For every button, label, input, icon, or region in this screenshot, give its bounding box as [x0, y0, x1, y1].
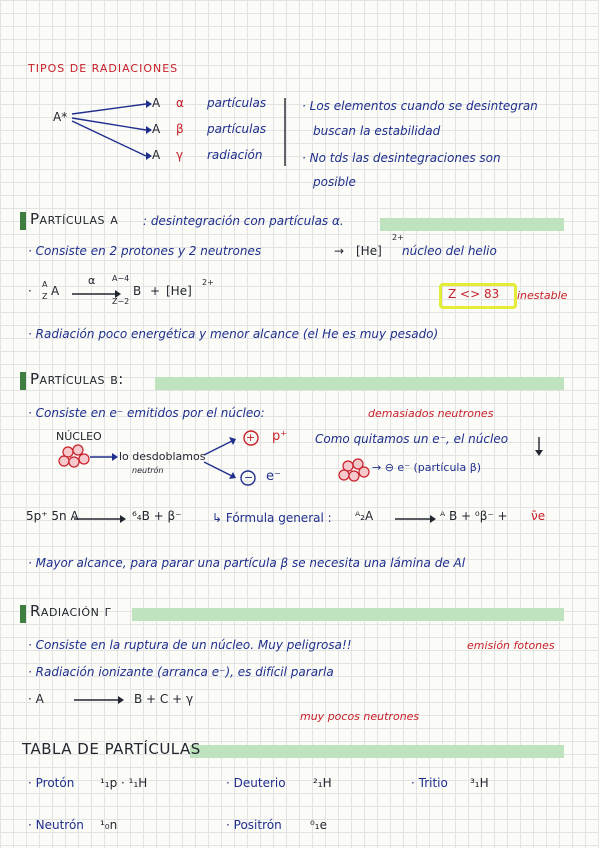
intro-note-3: posible	[313, 175, 356, 189]
alpha-definition: : desintegración con partículas α.	[143, 214, 344, 228]
alpha-eq-arrow-label: α	[88, 274, 96, 287]
alpha-line-1-arrow: →	[334, 244, 345, 258]
general-antineutrino: ν̄e	[531, 509, 546, 523]
alpha-eq-parent: A	[51, 284, 60, 298]
gamma-eq-left: · A	[28, 692, 44, 706]
beta-como: Como quitamos un e⁻, el núcleo	[315, 432, 509, 446]
desdoblamos-label: lo desdoblamos	[119, 450, 206, 463]
table-highlight-bar	[190, 745, 564, 758]
gamma-highlight-bar	[132, 608, 564, 621]
alpha-line-1-he: [He]	[356, 244, 382, 258]
alpha-eq-he: [He]	[166, 284, 192, 298]
table-item-1-symbol: ²₁H	[313, 776, 332, 790]
intro-note-2: · No tds las desintegraciones son	[302, 151, 501, 165]
table-item-0-symbol: ¹₁p · ¹₁H	[100, 776, 148, 790]
gamma-eq-right: B + C + γ	[134, 692, 194, 706]
alpha-eq-mass: A	[42, 280, 48, 289]
gamma-line-1: · Consiste en la ruptura de un núcleo. Muy peligrosa!!	[28, 638, 352, 652]
intro-row-2-sym: A	[152, 148, 161, 162]
proton-label: p⁺	[272, 429, 288, 444]
alpha-eq-new-mass: A−4	[112, 274, 130, 283]
neutron-label: neutrón	[132, 466, 164, 475]
gamma-line-2: · Radiación ionizante (arranca e⁻), es difícil pararla	[28, 665, 334, 679]
alpha-heading: Partículas α	[30, 210, 119, 228]
alpha-eq-he-charge: 2+	[202, 278, 214, 287]
intro-row-0-word: partículas	[207, 96, 267, 110]
intro-row-2-word: radiación	[207, 148, 263, 162]
alpha-eq-daughter: B	[133, 284, 142, 298]
formula-general-label: ↳ Fórmula general :	[212, 511, 332, 525]
table-item-3-name: · Neutrón	[28, 818, 84, 832]
table-item-2-name: · Tritio	[411, 776, 448, 790]
alpha-eq-new-atomic: Z−2	[112, 297, 130, 306]
table-item-4-symbol: ⁰₁e	[310, 818, 328, 832]
beta-line-1-red: demasiados neutrones	[368, 407, 494, 420]
electron-symbol: −	[244, 471, 254, 484]
beta-eq-left: 5p⁺ 5n A	[26, 509, 79, 523]
general-parent: ᴬ₂A	[355, 509, 374, 523]
intro-row-2-greek: γ	[176, 148, 184, 162]
beta-heading: Partículas β:	[30, 370, 124, 388]
gamma-heading: Radiación γ	[30, 602, 112, 620]
intro-note-0: · Los elementos cuando se desintegran	[302, 99, 538, 113]
intro-note-1: buscan la estabilidad	[313, 124, 441, 138]
alpha-line-1-he-charge: 2+	[392, 233, 404, 242]
intro-source: A*	[53, 110, 68, 124]
alpha-line-3: · Radiación poco energética y menor alcance (el He es muy pesado)	[28, 327, 439, 341]
alpha-eq-atomic: Z	[42, 292, 48, 301]
table-item-3-symbol: ¹₀n	[100, 818, 118, 832]
intro-row-1-greek: β	[176, 122, 184, 136]
intro-row-1-word: partículas	[207, 122, 267, 136]
table-item-0-name: · Protón	[28, 776, 75, 790]
table-item-4-name: · Positrón	[226, 818, 282, 832]
alpha-eq-bullet: ·	[28, 284, 32, 298]
intro-row-0-sym: A	[152, 96, 161, 110]
table-item-1-name: · Deuterio	[226, 776, 286, 790]
beta-particle: → ⊖ e⁻ (partícula β)	[372, 461, 482, 474]
table-heading: TABLA DE PARTÍCULAS	[22, 740, 201, 758]
beta-final-line: · Mayor alcance, para parar una partícula β se necesita una lámina de Al	[28, 556, 466, 570]
alpha-line-1: · Consiste en 2 protones y 2 neutrones	[28, 244, 262, 258]
intro-row-0-greek: α	[176, 96, 184, 110]
intro-row-1-sym: A	[152, 122, 161, 136]
page-title: TIPOS DE RADIACIONES	[28, 62, 179, 75]
alpha-line-1-end: núcleo del helio	[402, 244, 497, 258]
table-item-2-symbol: ³₁H	[470, 776, 489, 790]
general-products: ᴬ B + ⁰β⁻ +	[440, 509, 508, 523]
electron-label: e⁻	[266, 469, 281, 484]
beta-line-1: · Consiste en e⁻ emitidos por el núcleo:	[28, 406, 265, 420]
beta-eq-product: ⁶₄B + β⁻	[132, 509, 182, 523]
inestable-note: inestable	[517, 289, 568, 302]
gamma-red-note: muy pocos neutrones	[300, 710, 420, 723]
gamma-line-1-red: emisión fotones	[467, 639, 555, 652]
z-limit-text: Z <> 83	[448, 287, 500, 301]
gamma-heading-marker	[20, 605, 26, 623]
nucleus-label: NÚCLEO	[56, 430, 102, 443]
alpha-eq-plus: +	[150, 284, 161, 298]
proton-symbol: +	[246, 431, 256, 444]
